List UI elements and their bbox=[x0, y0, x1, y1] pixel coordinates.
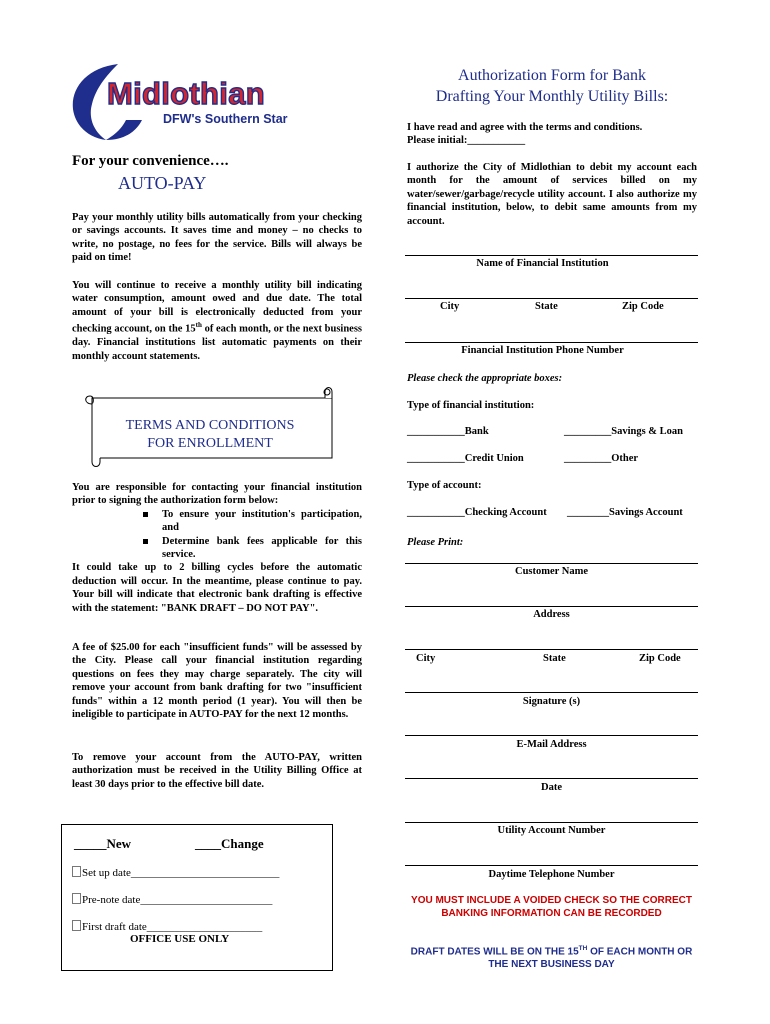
checking-option[interactable]: ___________Checking Account bbox=[407, 507, 547, 518]
type-account-label: Type of account: bbox=[407, 480, 482, 491]
setup-date-field[interactable]: Set up date___________________________ bbox=[72, 866, 279, 879]
checkbox-icon bbox=[72, 893, 81, 904]
bullet-participation: To ensure your institution's participation, and bbox=[72, 508, 362, 535]
bullet-fees: Determine bank fees applicable for this service. bbox=[72, 535, 362, 562]
email-line[interactable] bbox=[405, 735, 698, 736]
responsibility-paragraph: You are responsible for contacting your financial institution prior to signing the authorization form below: To ensure your institution's participation, and Determine bank fees applicable for this service. It could take up to 2 billing cycles before the automatic deduction will occur. In the meantime, please continue to pay. Your bill will indicate that electronic bank drafting is effective with the statement: "BANK DRAFT – DO NOT PAY". bbox=[72, 482, 362, 614]
convenience-heading: For your convenience…. bbox=[72, 153, 229, 169]
daytime-phone-label: Daytime Telephone Number bbox=[488, 869, 615, 880]
logo-name: Midlothian bbox=[107, 76, 265, 111]
change-checkbox-line[interactable]: ____Change bbox=[195, 836, 264, 851]
scroll-title-line-1: TERMS AND CONDITIONS bbox=[125, 418, 295, 433]
office-use-box bbox=[61, 824, 333, 971]
customer-zip-label: Zip Code bbox=[639, 653, 681, 664]
customer-state-label: State bbox=[543, 653, 566, 664]
date-label: Date bbox=[541, 782, 562, 793]
customer-city-label: City bbox=[416, 653, 436, 664]
autopay-heading: AUTO-PAY bbox=[118, 173, 207, 193]
scroll-title-line-2: FOR ENROLLMENT bbox=[147, 436, 273, 451]
fin-phone-label: Financial Institution Phone Number bbox=[461, 345, 624, 356]
initial-field[interactable]: Please initial:___________ bbox=[407, 135, 526, 146]
first-draft-date-field[interactable]: First draft date_____________________ bbox=[72, 920, 262, 933]
form-title-line-1: Authorization Form for Bank bbox=[458, 67, 646, 84]
agree-text: I have read and agree with the terms and conditions. bbox=[407, 122, 643, 133]
utility-account-label: Utility Account Number bbox=[497, 825, 606, 836]
signature-label: Signature (s) bbox=[522, 696, 581, 707]
city-logo bbox=[66, 62, 296, 142]
fin-zip-label: Zip Code bbox=[622, 301, 664, 312]
draft-dates-notice: DRAFT DATES WILL BE ON THE 15TH OF EACH MONTH OR THE NEXT BUSINESS DAY bbox=[410, 945, 693, 970]
savings-loan-option[interactable]: _________Savings & Loan bbox=[564, 426, 684, 437]
address-label: Address bbox=[533, 609, 570, 620]
bullet-icon bbox=[143, 512, 148, 517]
check-boxes-instruction: Please check the appropriate boxes: bbox=[407, 373, 563, 384]
customer-city-line[interactable] bbox=[405, 649, 698, 650]
terms-scroll-banner bbox=[80, 384, 340, 470]
fee-paragraph: A fee of $25.00 for each "insufficient funds" will be assessed by the City. Please call your financial institution regarding questions on fees they may charge separately. The city will remove your account from bank drafting for two "insufficient funds" within a 12 month period (1 year). You will then be ineligible to participate in AUTO-PAY for the next 12 months. bbox=[72, 642, 362, 721]
bank-option[interactable]: ___________Bank bbox=[407, 426, 489, 437]
fin-phone-line[interactable] bbox=[405, 342, 698, 343]
daytime-phone-line[interactable] bbox=[405, 865, 698, 866]
logo-tagline: DFW's Southern Star bbox=[163, 112, 288, 126]
other-option[interactable]: _________Other bbox=[564, 453, 639, 464]
fin-name-line[interactable] bbox=[405, 255, 698, 256]
prenote-date-field[interactable]: Pre-note date________________________ bbox=[72, 893, 272, 906]
form-title-line-2: Drafting Your Monthly Utility Bills: bbox=[435, 88, 669, 105]
customer-name-line[interactable] bbox=[405, 563, 698, 564]
voided-check-notice: YOU MUST INCLUDE A VOIDED CHECK SO THE CORRECT BANKING INFORMATION CAN BE RECORDED bbox=[411, 895, 692, 919]
checkbox-icon bbox=[72, 866, 81, 877]
date-line[interactable] bbox=[405, 778, 698, 779]
fin-name-label: Name of Financial Institution bbox=[476, 258, 609, 269]
fin-city-line[interactable] bbox=[405, 298, 698, 299]
address-line[interactable] bbox=[405, 606, 698, 607]
checkbox-icon bbox=[72, 920, 81, 931]
new-checkbox-line[interactable]: _____New bbox=[74, 836, 132, 851]
removal-paragraph: To remove your account from the AUTO-PAY, written authorization must be received in the Utility Billing Office at least 30 days prior to the effective bill date. bbox=[72, 752, 362, 790]
credit-union-option[interactable]: ___________Credit Union bbox=[407, 453, 524, 464]
fin-state-label: State bbox=[535, 301, 558, 312]
bullet-icon bbox=[143, 539, 148, 544]
fin-city-label: City bbox=[440, 301, 460, 312]
type-institution-label: Type of financial institution: bbox=[407, 400, 535, 411]
customer-name-label: Customer Name bbox=[515, 566, 588, 577]
office-use-label: OFFICE USE ONLY bbox=[130, 933, 230, 945]
email-label: E-Mail Address bbox=[516, 739, 587, 750]
authorize-paragraph: I authorize the City of Midlothian to debit my account each month for the amount of services billed on my water/sewer/garbage/recycle utility account. I also authorize my financial institution, below, to debit same amounts from my account. bbox=[407, 162, 697, 227]
savings-account-option[interactable]: ________Savings Account bbox=[567, 507, 683, 518]
intro-paragraph: Pay your monthly utility bills automatically from your checking or savings accounts. It saves time and money – no checks to write, no postage, no fees for the service. Bills will always be paid on time! bbox=[72, 212, 362, 264]
signature-line[interactable] bbox=[405, 692, 698, 693]
utility-account-line[interactable] bbox=[405, 822, 698, 823]
billing-paragraph: You will continue to receive a monthly utility bill indicating water consumption, amount owed and due date. The total amount of your bill is electronically deducted from your checking account, on the 15th of each month, or the next business day. Financial institutions list automatic payments on their monthly account statements. bbox=[72, 280, 363, 362]
please-print-label: Please Print: bbox=[407, 537, 464, 548]
